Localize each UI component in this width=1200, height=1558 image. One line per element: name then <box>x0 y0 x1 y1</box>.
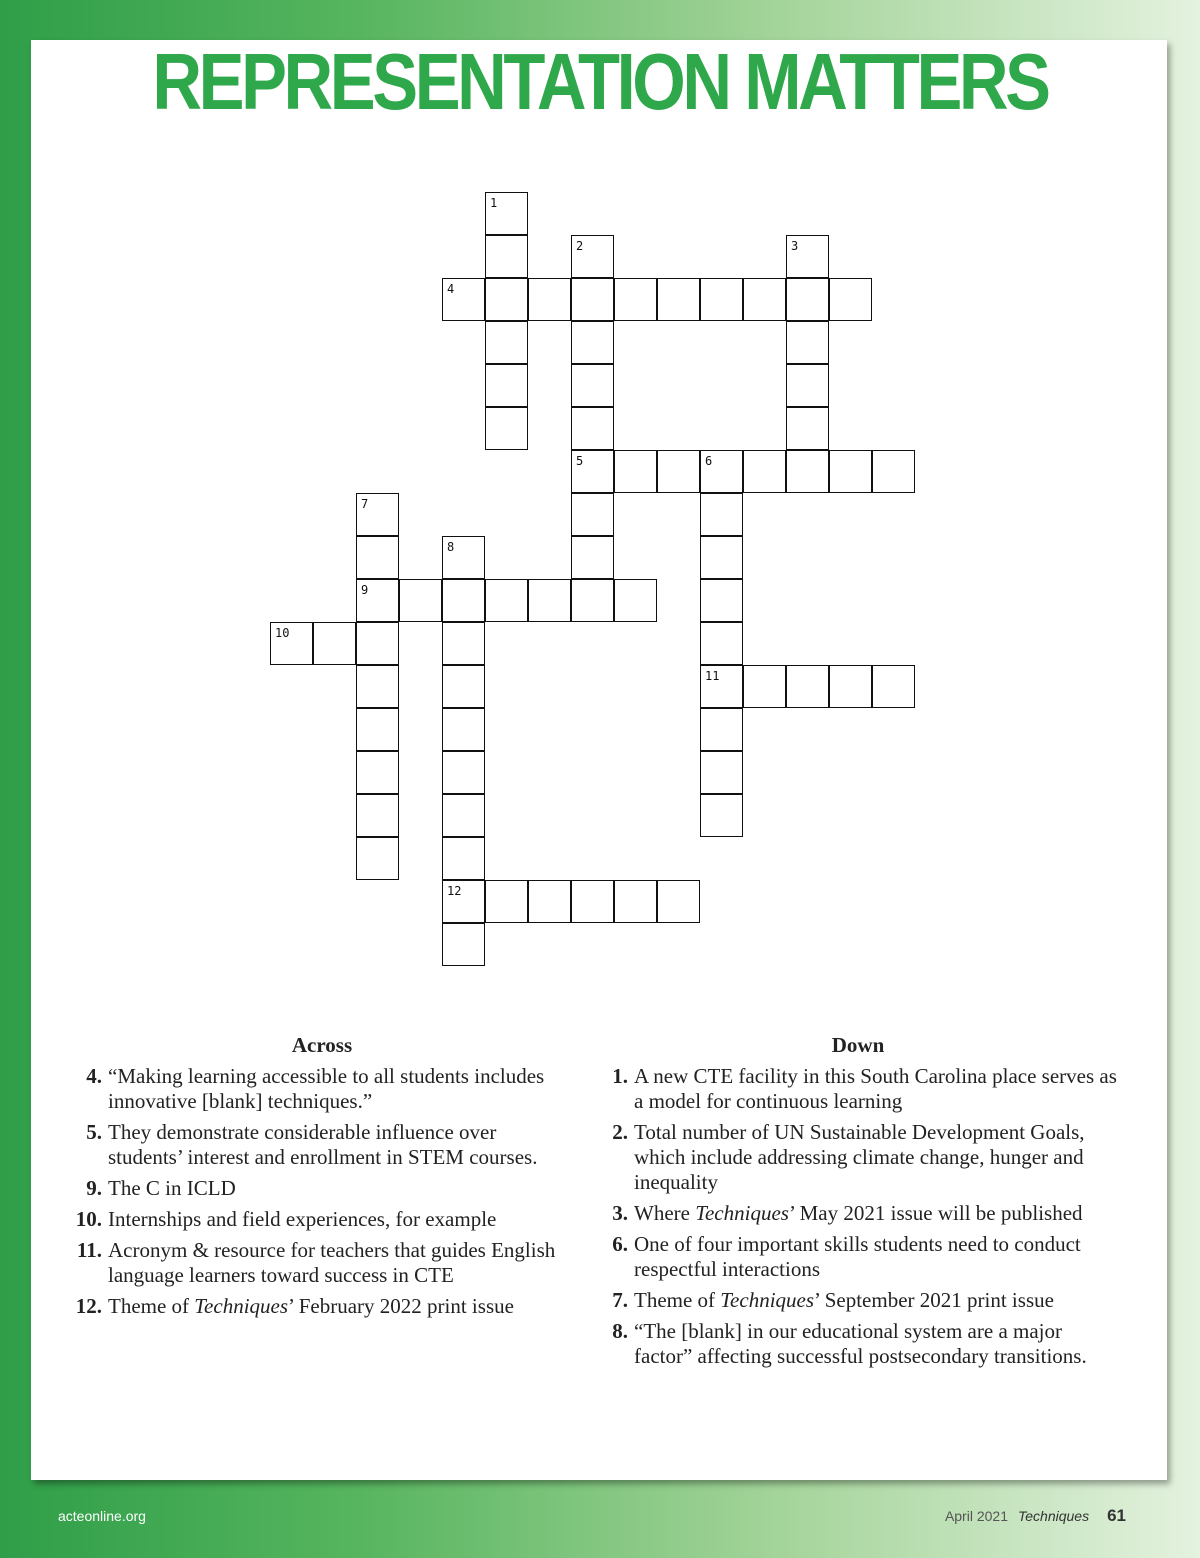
across-clues <box>72 1032 572 1325</box>
crossword-cell[interactable] <box>442 837 485 880</box>
clue-item <box>72 1120 572 1170</box>
crossword-cell[interactable] <box>442 579 485 622</box>
crossword-cell[interactable] <box>700 665 743 708</box>
across-heading: Across <box>291 1033 353 1057</box>
clue-text <box>108 1120 537 1169</box>
cell-number: 7 <box>361 497 369 511</box>
crossword-cell[interactable] <box>313 622 356 665</box>
down-clue-list <box>598 1064 1118 1369</box>
crossword-cell[interactable] <box>743 278 786 321</box>
clue-number: 7. <box>612 1288 628 1312</box>
crossword-cell[interactable] <box>829 278 872 321</box>
crossword-cell[interactable] <box>571 880 614 923</box>
crossword-cell[interactable] <box>485 235 528 278</box>
clue-text <box>634 1232 1081 1281</box>
clue-number: 10. <box>75 1207 102 1231</box>
crossword-cell[interactable] <box>442 536 485 579</box>
crossword-cell[interactable] <box>571 450 614 493</box>
crossword-cell[interactable] <box>356 794 399 837</box>
clue-number: 5. <box>86 1120 102 1144</box>
clue-text-part: ’ May 2021 issue will be published <box>788 1201 1083 1225</box>
clue-number: 11. <box>76 1238 102 1262</box>
clue-text-part: Where <box>634 1201 696 1225</box>
clue-text-part: Theme of <box>108 1294 195 1318</box>
crossword-cell[interactable] <box>356 493 399 536</box>
crossword-cell[interactable] <box>614 278 657 321</box>
crossword-cell[interactable] <box>571 364 614 407</box>
crossword-cell[interactable] <box>356 665 399 708</box>
clue-text <box>108 1207 496 1231</box>
cell-number: 2 <box>576 239 584 253</box>
clue-number: 8. <box>612 1319 628 1343</box>
clue-item <box>72 1176 572 1201</box>
cell-number: 6 <box>705 454 713 468</box>
crossword-cell[interactable] <box>614 450 657 493</box>
cell-number: 1 <box>490 196 498 210</box>
crossword-cell[interactable] <box>657 450 700 493</box>
crossword-cell[interactable] <box>786 278 829 321</box>
clue-item <box>72 1207 572 1232</box>
crossword-cell[interactable] <box>399 579 442 622</box>
clue-text-part: One of four important skills students need to conduct respectful interactions <box>634 1232 1081 1281</box>
crossword-cell[interactable] <box>786 450 829 493</box>
clue-item <box>598 1201 1118 1226</box>
footer-site[interactable]: acteonline.org <box>58 1508 146 1524</box>
clue-text <box>634 1120 1085 1194</box>
cell-number: 5 <box>576 454 584 468</box>
crossword-cell[interactable] <box>356 622 399 665</box>
clue-text-part: ’ February 2022 print issue <box>288 1294 514 1318</box>
clue-text-part: Internships and field experiences, for example <box>108 1207 497 1231</box>
crossword-cell[interactable] <box>485 192 528 235</box>
clue-magazine-title: Techniques <box>695 1201 789 1225</box>
cell-number: 11 <box>705 669 720 683</box>
clue-item <box>598 1064 1118 1114</box>
clue-number: 4. <box>86 1064 102 1088</box>
clue-item <box>598 1319 1118 1369</box>
clue-number: 2. <box>612 1120 628 1144</box>
crossword-cell[interactable] <box>700 708 743 751</box>
crossword-cell[interactable] <box>485 364 528 407</box>
footer-date: April 2021 <box>944 1508 1008 1524</box>
crossword-cell[interactable] <box>743 450 786 493</box>
clue-magazine-title: Techniques <box>194 1294 289 1318</box>
crossword-cell[interactable] <box>485 579 528 622</box>
crossword-cell[interactable] <box>829 665 872 708</box>
clue-magazine-title: Techniques <box>720 1288 815 1312</box>
crossword-cell[interactable] <box>571 235 614 278</box>
crossword-cell[interactable] <box>614 579 657 622</box>
clue-number: 1. <box>612 1064 628 1088</box>
crossword-cell[interactable] <box>485 407 528 450</box>
crossword-cell[interactable] <box>872 450 915 493</box>
crossword-cell[interactable] <box>700 536 743 579</box>
clue-text-part: “Making learning accessible to all students includes innovative [blank] techniques.” <box>108 1064 545 1113</box>
crossword-cell[interactable] <box>442 794 485 837</box>
crossword-cell[interactable] <box>442 665 485 708</box>
crossword-cell[interactable] <box>528 278 571 321</box>
crossword-cell[interactable] <box>571 321 614 364</box>
crossword-cell[interactable] <box>657 880 700 923</box>
crossword-cell[interactable] <box>270 622 313 665</box>
crossword-cell[interactable] <box>829 450 872 493</box>
crossword-cell[interactable] <box>485 321 528 364</box>
crossword-cell[interactable] <box>528 880 571 923</box>
clue-number: 9. <box>86 1176 102 1200</box>
crossword-cell[interactable] <box>700 579 743 622</box>
footer-magazine: Techniques <box>1017 1508 1090 1524</box>
crossword-cell[interactable] <box>356 579 399 622</box>
crossword-cell[interactable] <box>786 321 829 364</box>
clue-text-part: Acronym & resource for teachers that guides English language learners toward success in CTE <box>108 1238 556 1287</box>
cell-number: 8 <box>447 540 455 554</box>
footer-issue <box>945 1506 1126 1526</box>
crossword-cell[interactable] <box>485 880 528 923</box>
clue-text-part: “The [blank] in our educational system are a major factor” affecting successful postsecondary transitions. <box>634 1319 1087 1368</box>
clue-text-part: Total number of UN Sustainable Development Goals, which include addressing climate change, hunger and inequality <box>634 1120 1085 1194</box>
crossword-cell[interactable] <box>571 278 614 321</box>
crossword-cell[interactable] <box>700 622 743 665</box>
crossword-cell[interactable] <box>700 278 743 321</box>
clue-text-part: Theme of <box>634 1288 721 1312</box>
crossword-cell[interactable] <box>356 536 399 579</box>
crossword-cell[interactable] <box>528 579 571 622</box>
crossword-cell[interactable] <box>786 665 829 708</box>
cell-number: 9 <box>361 583 369 597</box>
clue-item <box>598 1120 1118 1195</box>
down-heading: Down <box>831 1033 885 1057</box>
clue-number: 3. <box>612 1201 628 1225</box>
crossword-cell[interactable] <box>786 407 829 450</box>
crossword-cell[interactable] <box>571 493 614 536</box>
clue-item <box>72 1064 572 1114</box>
crossword-cell[interactable] <box>356 708 399 751</box>
clue-item <box>72 1238 572 1288</box>
page-number: 61 <box>1107 1506 1126 1525</box>
clue-text-part: They demonstrate considerable influence over students’ interest and enrollment in STEM courses. <box>108 1120 538 1169</box>
clue-text <box>634 1288 1054 1312</box>
crossword-cell[interactable] <box>442 751 485 794</box>
down-clues <box>598 1032 1118 1375</box>
cell-number: 3 <box>791 239 799 253</box>
across-clue-list <box>72 1064 572 1319</box>
crossword-cell[interactable] <box>571 536 614 579</box>
crossword-cell[interactable] <box>786 235 829 278</box>
crossword-cell[interactable] <box>442 622 485 665</box>
crossword-cell[interactable] <box>442 278 485 321</box>
crossword-cell[interactable] <box>356 837 399 880</box>
clue-text <box>634 1064 1117 1113</box>
crossword-cell[interactable] <box>356 751 399 794</box>
crossword-cell[interactable] <box>786 364 829 407</box>
crossword-cell[interactable] <box>700 794 743 837</box>
page-title: REPRESENTATION MATTERS <box>152 37 1048 126</box>
clue-text <box>108 1176 236 1200</box>
crossword-cell[interactable] <box>614 880 657 923</box>
crossword-cell[interactable] <box>571 579 614 622</box>
crossword-cell[interactable] <box>657 278 700 321</box>
crossword-cell[interactable] <box>743 665 786 708</box>
clue-text-part: A new CTE facility in this South Carolina place serves as a model for continuous learning <box>634 1064 1117 1113</box>
clue-text-part: The C in ICLD <box>108 1176 236 1200</box>
crossword-cell[interactable] <box>872 665 915 708</box>
clue-text <box>108 1064 544 1113</box>
clue-number: 6. <box>612 1232 628 1256</box>
clue-text <box>108 1238 555 1287</box>
crossword-cell[interactable] <box>442 880 485 923</box>
cell-number: 10 <box>275 626 290 640</box>
crossword-cell[interactable] <box>700 751 743 794</box>
clue-text-part: ’ September 2021 print issue <box>814 1288 1054 1312</box>
clue-item <box>598 1232 1118 1282</box>
clue-number: 12. <box>75 1294 102 1318</box>
clue-text <box>634 1201 1083 1225</box>
crossword-cell[interactable] <box>442 923 485 966</box>
crossword-cell[interactable] <box>571 407 614 450</box>
clue-item <box>598 1288 1118 1313</box>
clue-text <box>108 1294 514 1318</box>
cell-number: 4 <box>447 282 455 296</box>
crossword-cell[interactable] <box>485 278 528 321</box>
cell-number: 12 <box>447 884 462 898</box>
clue-item <box>72 1294 572 1319</box>
crossword-cell[interactable] <box>700 493 743 536</box>
clue-text <box>634 1319 1087 1368</box>
crossword-cell[interactable] <box>442 708 485 751</box>
crossword-cell[interactable] <box>700 450 743 493</box>
